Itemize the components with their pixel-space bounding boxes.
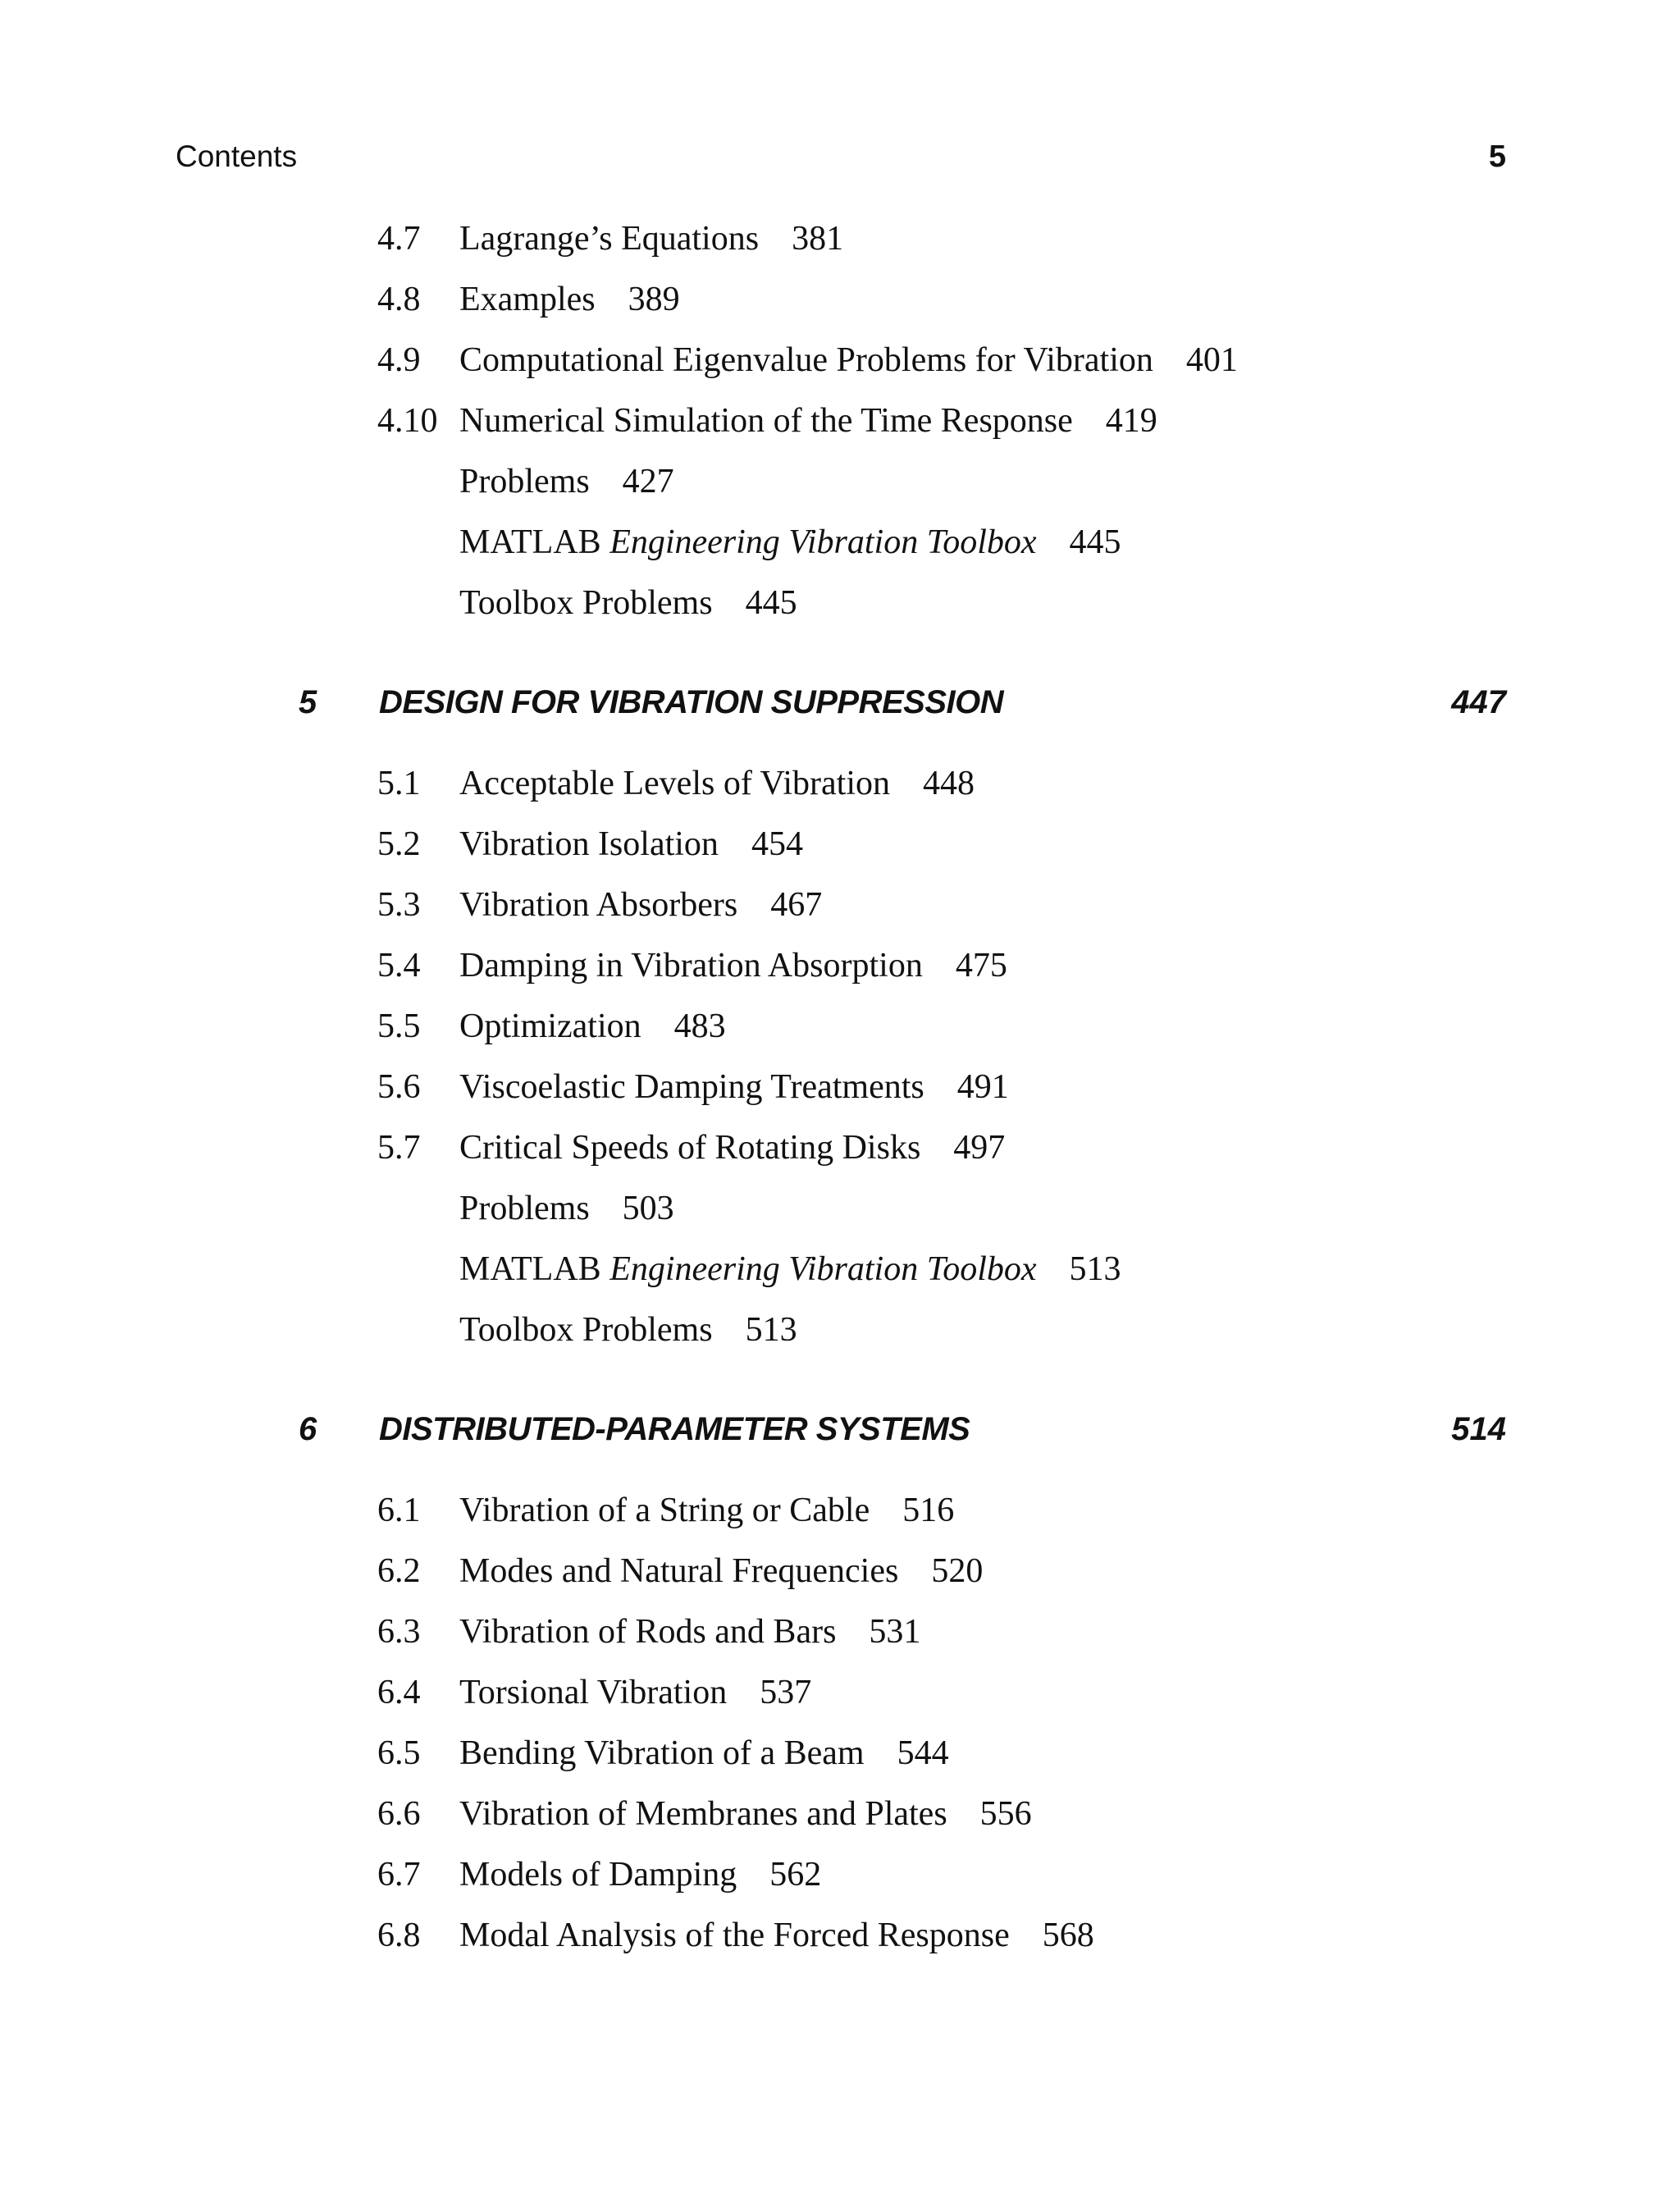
section-page: 568 (1042, 1917, 1094, 1954)
section-number: 6.6 (377, 1795, 421, 1833)
section-page: 503 (622, 1190, 674, 1227)
section-title: Vibration of Rods and Bars (459, 1613, 837, 1651)
section-page: 556 (979, 1795, 1032, 1833)
chapter-page: 447 (1451, 684, 1506, 720)
chapter-page: 514 (1451, 1411, 1506, 1447)
section-page: 467 (770, 886, 823, 924)
section-title: Vibration of a String or Cable (459, 1492, 870, 1529)
section-title: Damping in Vibration Absorption (459, 947, 923, 985)
section-title: Numerical Simulation of the Time Response (459, 402, 1073, 440)
section-title: Problems (459, 1190, 590, 1227)
section-page: 381 (792, 220, 844, 258)
section-page: 562 (769, 1856, 822, 1894)
section-title: Toolbox Problems (459, 1311, 713, 1349)
running-head-label: Contents (176, 139, 298, 173)
section-title-prefix: MATLAB (459, 1250, 601, 1288)
section-title: Vibration of Membranes and Plates (459, 1795, 947, 1833)
section-page: 544 (897, 1734, 949, 1772)
section-page: 513 (1069, 1250, 1121, 1288)
section-title: Computational Eigenvalue Problems for Vibration (459, 341, 1153, 379)
section-title: Modes and Natural Frequencies (459, 1552, 899, 1590)
section-title: Vibration Absorbers (459, 886, 738, 924)
page-number: 5 (1488, 139, 1506, 174)
section-page: 454 (751, 825, 803, 863)
section-title: Examples (459, 281, 596, 318)
section-title: Viscoelastic Damping Treatments (459, 1068, 924, 1106)
section-page: 513 (745, 1311, 797, 1349)
section-number: 4.9 (377, 341, 421, 379)
section-title: Acceptable Levels of Vibration (459, 765, 890, 802)
chapter-number: 5 (299, 684, 317, 720)
section-number: 6.7 (377, 1856, 421, 1894)
section-number: 6.5 (377, 1734, 421, 1772)
section-title: Critical Speeds of Rotating Disks (459, 1129, 921, 1167)
section-page: 445 (745, 584, 797, 622)
section-page: 516 (902, 1492, 955, 1529)
section-number: 5.6 (377, 1068, 421, 1106)
section-page: 401 (1185, 341, 1238, 379)
section-title-italic: Engineering Vibration Toolbox (609, 1250, 1037, 1288)
section-page: 389 (628, 281, 680, 318)
chapter-heading[interactable] (299, 1411, 1506, 1460)
section-number: 5.5 (377, 1007, 421, 1045)
section-number: 5.7 (377, 1129, 421, 1167)
section-title: Lagrange’s Equations (459, 220, 760, 258)
section-page: 537 (760, 1674, 812, 1711)
section-title: Problems (459, 463, 590, 500)
section-number: 6.2 (377, 1552, 421, 1590)
section-page: 475 (955, 947, 1007, 985)
section-title: Bending Vibration of a Beam (459, 1734, 865, 1772)
section-title: Optimization (459, 1007, 641, 1045)
section-number: 6.1 (377, 1492, 421, 1529)
section-page: 483 (673, 1007, 726, 1045)
section-number: 4.7 (377, 220, 421, 258)
section-page: 531 (869, 1613, 921, 1651)
section-number: 4.10 (377, 402, 438, 440)
section-page: 497 (953, 1129, 1006, 1167)
section-title: Vibration Isolation (459, 825, 719, 863)
chapter-title: DISTRIBUTED-PARAMETER SYSTEMS (379, 1411, 970, 1447)
section-page: 427 (622, 463, 674, 500)
chapter-number: 6 (299, 1411, 317, 1447)
section-number: 5.3 (377, 886, 421, 924)
running-head (176, 139, 1506, 180)
chapter-heading[interactable] (299, 684, 1506, 733)
section-number: 5.1 (377, 765, 421, 802)
section-number: 5.2 (377, 825, 421, 863)
section-number: 5.4 (377, 947, 421, 985)
section-title: Modal Analysis of the Forced Response (459, 1917, 1010, 1954)
section-page: 448 (923, 765, 975, 802)
section-number: 6.8 (377, 1917, 421, 1954)
section-number: 6.3 (377, 1613, 421, 1651)
section-number: 4.8 (377, 281, 421, 318)
section-title: Models of Damping (459, 1856, 737, 1894)
section-page: 419 (1105, 402, 1157, 440)
section-page: 491 (956, 1068, 1009, 1106)
section-title: Torsional Vibration (459, 1674, 728, 1711)
section-page: 520 (931, 1552, 984, 1590)
section-number: 6.4 (377, 1674, 421, 1711)
chapter-title: DESIGN FOR VIBRATION SUPPRESSION (379, 684, 1004, 720)
section-page: 445 (1069, 523, 1121, 561)
section-title-italic: Engineering Vibration Toolbox (609, 523, 1037, 561)
section-title: Toolbox Problems (459, 584, 713, 622)
section-title-prefix: MATLAB (459, 523, 601, 561)
